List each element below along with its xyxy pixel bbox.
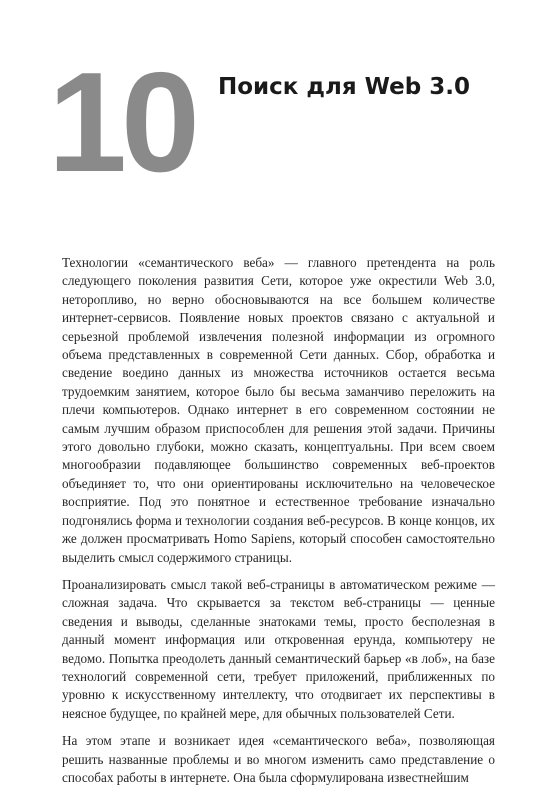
paragraph: Технологии «семантического веба» — главного претендента на роль следующего поколения развития Сети, которое уже окрестили Web 3.0, неторопливо, но верно обосновываются на все большем количестве интернет-сервисов. Появление новых проектов связано с актуальной и серьезной проблемой извлечения полезной информации из огромного объема представленных в современной Сети данных. Сбор, обработка и сведение воедино данных из множества источников остается весьма трудоемким занятием, которое было бы весьма заманчиво переложить на плечи компьютеров. Однако интернет в его современном состоянии не самым лучшим образом приспособлен для решения этой задачи. Причины этого довольно глубоки, можно сказать, концептуальны. При всем своем многообразии подавляющее большинство современных веб-проектов объединяет то, что они ориентированы исключительно на человеческое восприятие. Под это понятное и естественное требование изначально подгонялись форма и технологии создания веб-ресурсов. В конце концов, их же должен просматривать Homo Sapiens, который способен самостоятельно выделить смысл содержимого страницы. — [62, 255, 495, 565]
chapter-number: 10 — [48, 43, 194, 202]
paragraph: На этом этапе и возникает идея «семантического веба», позволяющая решить названные проблемы и во многом изменить само представление о способах работы в интернете. Она была сформулирована известнейшим — [62, 733, 495, 785]
body-text — [62, 254, 495, 796]
paragraph: Проанализировать смысл такой веб-страницы в автоматическом режиме — сложная задача. Что скрывается за текстом веб-страницы — ценные сведения и выводы, сделанные знатоками темы, просто бесполезная в данный момент информация или откровенная ерунда, компьютеру не ведомо. Попытка преодолеть данный семантический барьер «в лоб», на базе технологий современной сети, требует приложений, приближенных по уровню к искусственному интеллекту, что отодвигает их перспективы в неясное будущее, по крайней мере, для обычных пользователей Сети. — [62, 576, 495, 721]
chapter-title: Поиск для Web 3.0 — [218, 74, 470, 100]
